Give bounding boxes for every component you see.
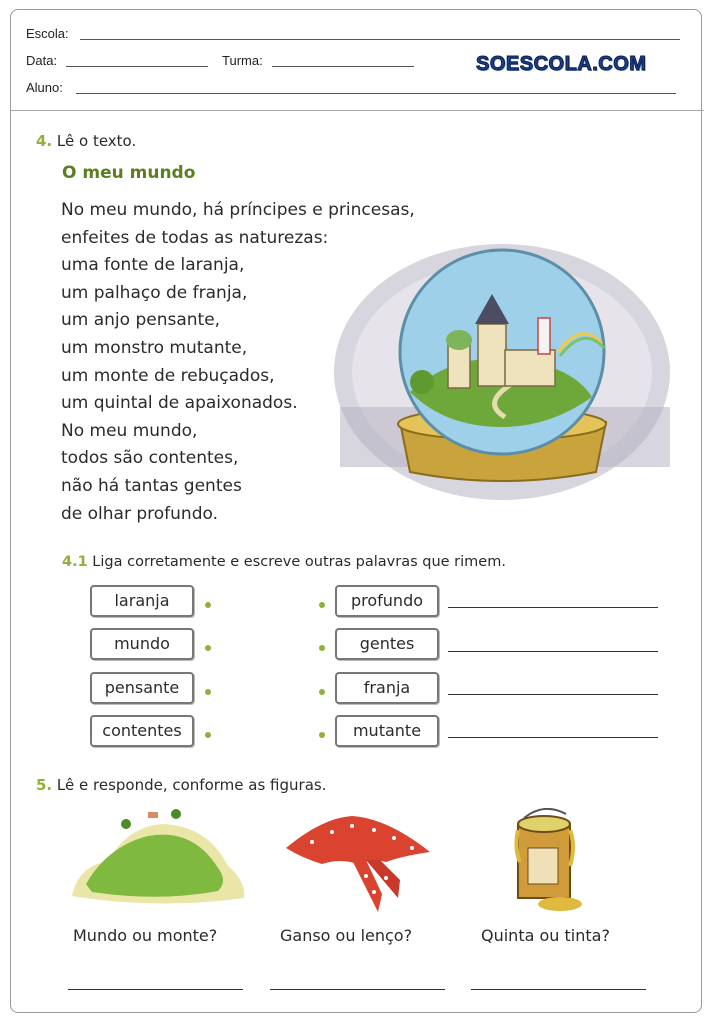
left-connector-dot[interactable]	[205, 602, 211, 608]
q5-instruction: Lê e responde, conforme as figuras.	[56, 776, 327, 794]
house	[148, 812, 158, 818]
poem-line: de olhar profundo.	[61, 503, 219, 524]
right-connector-dot[interactable]	[319, 689, 325, 695]
castle-dome	[446, 330, 472, 350]
caption-paint: Quinta ou tinta?	[481, 926, 610, 945]
caption-scarf: Ganso ou lenço?	[280, 926, 413, 945]
q4-instruction: Lê o texto.	[56, 132, 137, 150]
castle-wall	[505, 350, 555, 386]
left-word-box[interactable]: pensante	[90, 672, 194, 704]
rhyme-answer-line[interactable]	[448, 607, 658, 608]
right-connector-dot[interactable]	[319, 732, 325, 738]
poem-line: No meu mundo, há príncipes e princesas,	[61, 200, 415, 220]
paint-can-top	[518, 816, 570, 832]
q4-number: 4.	[36, 132, 53, 150]
paint-puddle	[538, 897, 582, 911]
poem-line: um monte de rebuçados,	[61, 365, 275, 386]
left-connector-dot[interactable]	[205, 645, 211, 651]
right-word-box[interactable]: mutante	[335, 715, 439, 747]
poem-line: um anjo pensante,	[61, 310, 221, 331]
rhyme-answer-line[interactable]	[448, 651, 658, 652]
rhyme-answer-line[interactable]	[448, 694, 658, 695]
snow-globe-illustration	[330, 232, 675, 512]
poem-line: enfeites de todas as naturezas:	[61, 227, 329, 248]
left-connector-dot[interactable]	[205, 689, 211, 695]
paint-can-picture	[504, 808, 594, 920]
brand-logo: SOESCOLA.COM	[476, 53, 647, 75]
left-word-box[interactable]: contentes	[90, 715, 194, 747]
castle-tower-main	[478, 324, 506, 386]
tree	[121, 819, 131, 829]
poem-title: O meu mundo	[62, 163, 196, 183]
tree	[410, 370, 434, 394]
answer-line-hill[interactable]	[68, 989, 243, 990]
scarf-knot	[286, 816, 430, 864]
poem-line: uma fonte de laranja,	[61, 255, 245, 276]
right-connector-dot[interactable]	[319, 645, 325, 651]
escola-field[interactable]	[80, 39, 680, 40]
q5-number: 5.	[36, 776, 53, 794]
aluno-field[interactable]	[76, 93, 676, 94]
answer-line-paint[interactable]	[471, 989, 646, 990]
tree	[171, 809, 181, 819]
data-label: Data:	[26, 53, 58, 68]
q41-instruction: Liga corretamente e escreve outras palavras que rimem.	[92, 554, 506, 570]
answer-line-scarf[interactable]	[270, 989, 445, 990]
left-word-box[interactable]: mundo	[90, 628, 194, 660]
aluno-label: Aluno:	[26, 80, 63, 95]
poem-line: um quintal de apaixonados.	[61, 393, 298, 414]
paint-can-label	[528, 848, 558, 884]
hill-picture	[68, 806, 248, 911]
poem-line: No meu mundo,	[61, 420, 198, 441]
left-connector-dot[interactable]	[205, 732, 211, 738]
q41-number: 4.1	[62, 554, 88, 570]
q41-heading	[62, 554, 506, 570]
right-word-box[interactable]: gentes	[335, 628, 439, 660]
poem-line: todos são contentes,	[61, 448, 239, 469]
poem-line: não há tantas gentes	[61, 475, 242, 496]
q5-heading	[36, 776, 326, 794]
escola-label: Escola:	[26, 26, 69, 41]
lighthouse	[538, 318, 550, 354]
right-word-box[interactable]: franja	[335, 672, 439, 704]
turma-label: Turma:	[222, 53, 263, 68]
poem-line: um monstro mutante,	[61, 337, 248, 358]
q4-heading	[36, 132, 136, 150]
turma-field[interactable]	[272, 66, 414, 67]
left-word-box[interactable]: laranja	[90, 585, 194, 617]
poem-line: um palhaço de franja,	[61, 282, 248, 303]
right-word-box[interactable]: profundo	[335, 585, 439, 617]
right-connector-dot[interactable]	[319, 602, 325, 608]
data-field[interactable]	[66, 66, 208, 67]
header-divider	[10, 110, 704, 111]
caption-hill: Mundo ou monte?	[73, 926, 218, 945]
rhyme-answer-line[interactable]	[448, 737, 658, 738]
scarf-picture	[282, 808, 434, 918]
